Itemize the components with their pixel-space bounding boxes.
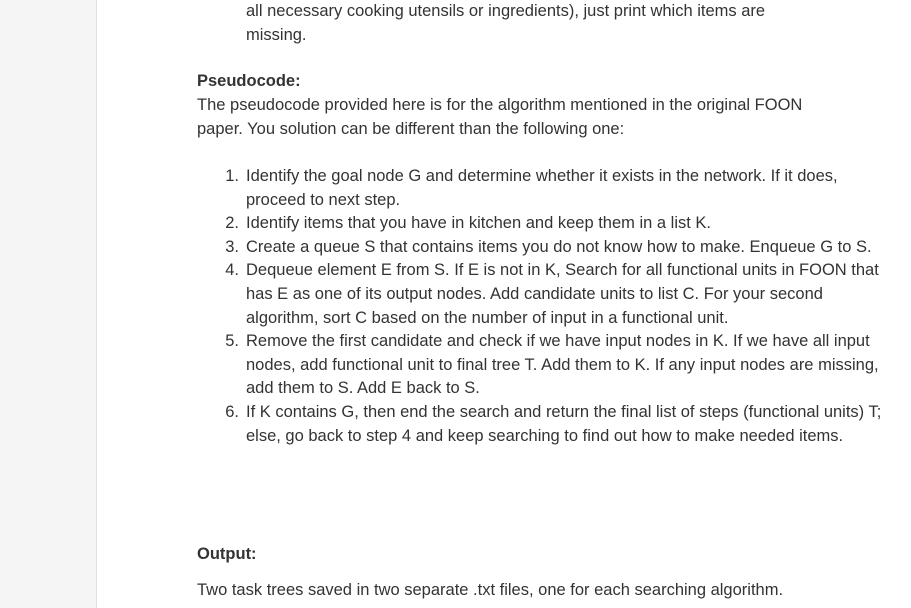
list-item bbox=[225, 330, 896, 401]
step-text: Remove the first candidate and check if we have input nodes in K. If we have all input nodes, add functional unit to final tree T. Add them to K. If any input nodes are missing, add them to S. Add E back to S. bbox=[246, 332, 879, 398]
list-item bbox=[225, 165, 896, 212]
step-text: If K contains G, then end the search and return the final list of steps (functional units) T; else, go back to step 4 and keep searching to find out how to make needed items. bbox=[246, 402, 882, 445]
pseudocode-heading: Pseudocode: bbox=[197, 72, 301, 90]
pseudocode-intro: The pseudocode provided here is for the algorithm mentioned in the original FOON paper. You solution can be different than the following one: bbox=[197, 96, 803, 138]
step-number: 4. bbox=[225, 261, 239, 280]
step-number: 3. bbox=[225, 237, 239, 256]
left-sidebar-panel bbox=[0, 0, 97, 608]
pseudocode-steps-list bbox=[197, 165, 896, 448]
step-text: Dequeue element E from S. If E is not in K, Search for all functional units in FOON that has E as one of its output nodes. Add candidate units to list C. For your second algorithm, sort C based on the number of input in a functional unit. bbox=[246, 261, 879, 327]
list-item bbox=[225, 236, 896, 260]
list-item bbox=[225, 212, 896, 236]
carryover-line-2: missing. bbox=[246, 25, 307, 44]
list-item bbox=[225, 259, 896, 330]
output-heading: Output: bbox=[197, 545, 257, 563]
step-text: Identify the goal node G and determine whether it exists in the network. If it does, proceed to next step. bbox=[246, 167, 838, 209]
step-number: 2. bbox=[225, 214, 239, 233]
carryover-line-1: all necessary cooking utensils or ingredients), just print which items are bbox=[246, 2, 766, 20]
list-item bbox=[225, 401, 896, 448]
step-number: 1. bbox=[225, 167, 239, 185]
step-text: Identify items that you have in kitchen and keep them in a list K. bbox=[246, 214, 712, 233]
step-number: 5. bbox=[225, 332, 239, 351]
step-text: Create a queue S that contains items you do not know how to make. Enqueue G to S. bbox=[246, 237, 872, 256]
output-description: Two task trees saved in two separate .txt files, one for each searching algorithm. bbox=[197, 581, 784, 599]
step-number: 6. bbox=[225, 402, 239, 421]
carryover-list-text bbox=[246, 0, 856, 47]
